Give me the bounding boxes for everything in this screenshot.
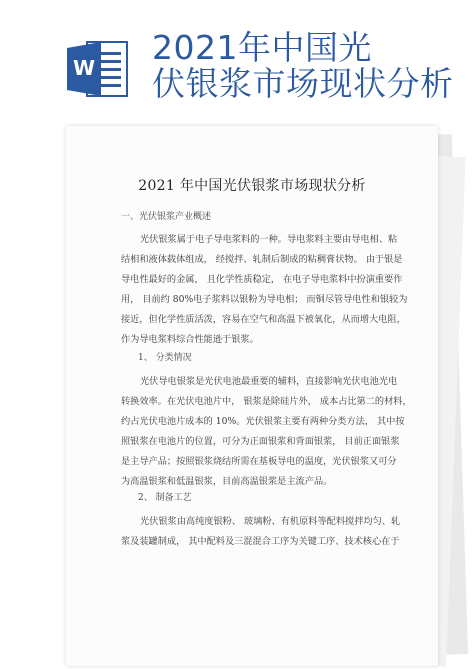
paragraph-process (121, 512, 406, 552)
paragraph-line: 是主导产品；按照银浆烧结所需在基板导电的温度，光伏银浆又可分 (121, 456, 397, 467)
svg-text:W: W (72, 56, 96, 80)
section-heading-classification: 1、 分类情况 (138, 353, 192, 363)
paragraph-line: 接近，但化学性质活泼，容易在空气和高温下被氧化，从而增大电阻， (121, 314, 406, 325)
paragraph-line: 为高温银浆和低温银浆，目前高温银浆是主流产品。 (121, 476, 333, 487)
paragraph-line: 光伏银浆属于电子导电浆料的一种。导电浆料主要由导电相、粘 (140, 234, 398, 245)
paragraph-line: 用， 目前约 80%电子浆料以银粉为导电相； 而铜尽管导电性和银较为 (121, 294, 408, 305)
paragraph-line: 浆及装罐制成， 其中配料及三混混合工序为关键工序、技术核心在于 (121, 536, 400, 547)
header-banner (0, 0, 474, 112)
section-heading-overview: 一、光伏银浆产业概述 (121, 212, 212, 222)
section-heading-process: 2、 制备工艺 (138, 493, 192, 503)
paragraph-line: 导电性最好的金属， 且化学性质稳定， 在电子导电浆料中扮演重要作 (121, 274, 403, 285)
paragraph-line: 转换效率。在光伏电池片中， 银浆是除硅片外， 成本占比第二的材料， (121, 396, 412, 407)
paragraph-line: 结相和液体载体组成， 经搅拌、轧制后制成的粘稠膏状物。 由于银是 (121, 254, 403, 265)
paragraph-line: 光伏导电银浆是光伏电池最重要的辅料，直接影响光伏电池光电 (140, 376, 398, 387)
word-document-icon (65, 38, 131, 100)
paragraph-line: 光伏银浆由高纯度银粉、 玻璃粉、有机原料等配料搅拌均匀、轧 (140, 516, 401, 527)
paragraph-line: 约占光伏电池片成本的 10%。光伏银浆主要有两种分类方法， 其中按 (121, 416, 405, 427)
paragraph-overview (121, 230, 406, 350)
header-title-line2: 伏银浆市场现状分析 (152, 64, 454, 103)
paragraph-classification (121, 372, 412, 492)
header-title-line1: 2021年中国光 (152, 28, 372, 67)
paragraph-line: 照银浆在电池片的位置，可分为正面银浆和背面银浆， 目前正面银浆 (121, 436, 400, 447)
document-title: 2021 年中国光伏银浆市场现状分析 (138, 178, 366, 194)
paragraph-line: 作为导电浆料综合性能逊于银浆。 (121, 334, 259, 345)
document-page (66, 126, 438, 666)
